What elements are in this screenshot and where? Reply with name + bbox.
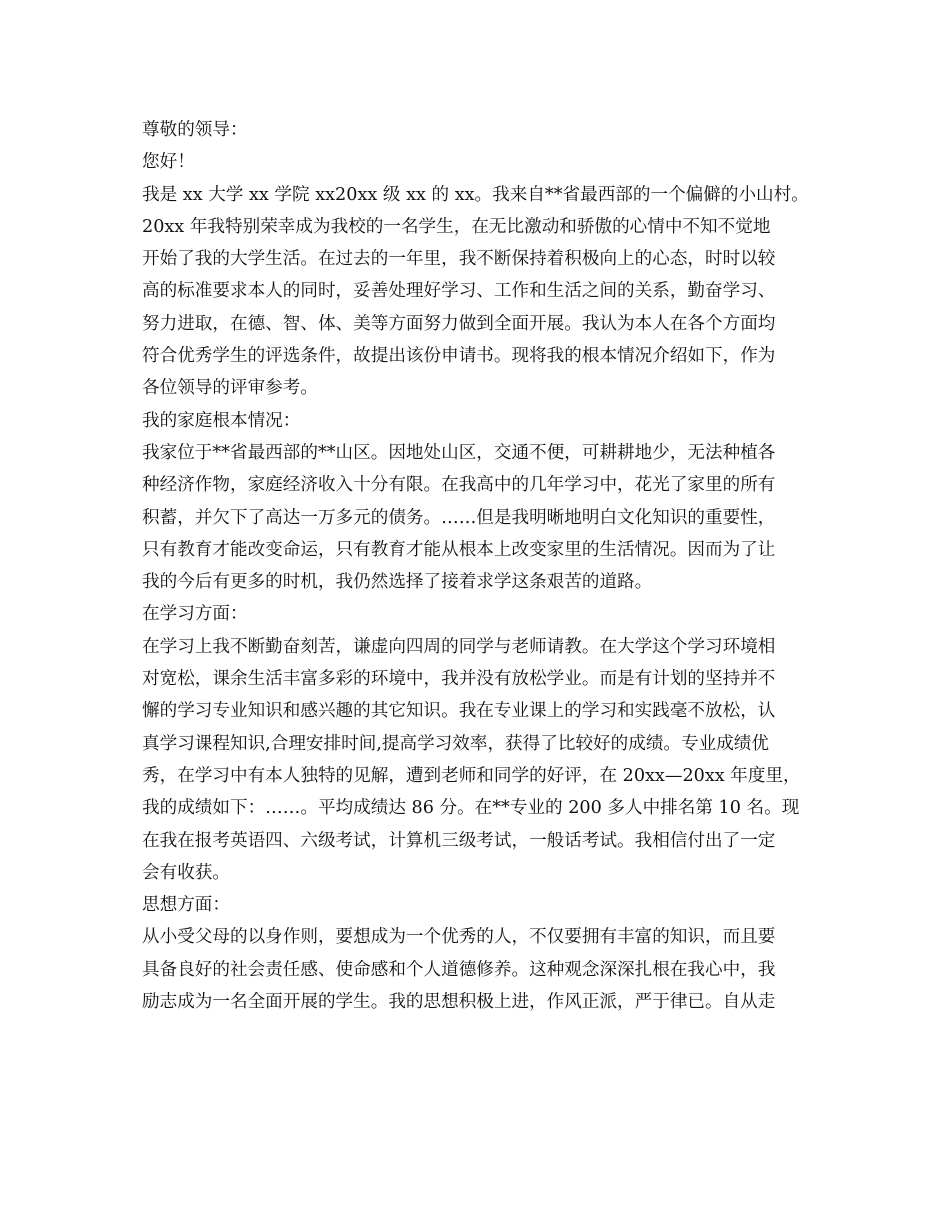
salutation: 尊敬的领导： xyxy=(142,120,248,140)
section-heading-family: 我的家庭根本情况： xyxy=(142,410,301,431)
text-line: 我的成绩如下：……。平均成绩达 86 分。在**专业的 200 多人中排名第 10 名。现 xyxy=(142,798,800,819)
text-line: 我的今后有更多的时机，我仍然选择了接着求学这条艰苦的道路。 xyxy=(142,572,653,593)
text-line: 种经济作物，家庭经济收入十分有限。在我高中的几年学习中，花光了家里的所有 xyxy=(142,475,776,496)
text-line: 20xx 年我特别荣幸成为我校的一名学生，在无比激动和骄傲的心情中不知不觉地 xyxy=(142,216,771,237)
text-line: 高的标准要求本人的同时，妥善处理好学习、工作和生活之间的关系，勤奋学习、 xyxy=(142,281,776,302)
document-body xyxy=(142,114,832,1018)
text-line: 我是 xx 大学 xx 学院 xx20xx 级 xx 的 xx。我来自**省最西部的一个偏僻的小山村。 xyxy=(142,184,809,205)
text-line: 在学习上我不断勤奋刻苦，谦虚向四周的同学与老师请教。在大学这个学习环境相 xyxy=(142,636,776,657)
text-line: 开始了我的大学生活。在过去的一年里，我不断保持着积极向上的心态，时时以较 xyxy=(142,249,776,270)
section-heading-thought: 思想方面： xyxy=(142,895,230,916)
text-line: 积蓄，并欠下了高达一万多元的债务。……但是我明晰地明白文化知识的重要性， xyxy=(142,507,776,528)
text-line: 懈的学习专业知识和感兴趣的其它知识。我在专业课上的学习和实践毫不放松，认 xyxy=(142,701,776,722)
text-line: 励志成为一名全面开展的学生。我的思想积极上进，作风正派，严于律已。自从走 xyxy=(142,992,776,1013)
text-line: 努力进取，在德、智、体、美等方面努力做到全面开展。我认为本人在各个方面均 xyxy=(142,313,776,334)
text-line: 只有教育才能改变命运，只有教育才能从根本上改变家里的生活情况。因而为了让 xyxy=(142,539,776,560)
text-line: 在我在报考英语四、六级考试，计算机三级考试，一般话考试。我相信付出了一定 xyxy=(142,830,776,851)
text-line: 符合优秀学生的评选条件，故提出该份申请书。现将我的根本情况介绍如下，作为 xyxy=(142,346,776,367)
text-line: 真学习课程知识,合理安排时间,提高学习效率，获得了比较好的成绩。专业成绩优 xyxy=(142,733,769,754)
text-line: 对宽松，课余生活丰富多彩的环境中，我并没有放松学业。而是有计划的坚持并不 xyxy=(142,669,776,690)
text-line: 从小受父母的以身作则，要想成为一个优秀的人，不仅要拥有丰富的知识，而且要 xyxy=(142,927,776,948)
greeting: 您好！ xyxy=(142,152,195,173)
text-line: 各位领导的评审参考。 xyxy=(142,378,318,399)
text-line: 我家位于**省最西部的**山区。因地处山区，交通不便，可耕耕地少，无法种植各 xyxy=(142,442,776,463)
section-heading-study: 在学习方面： xyxy=(142,604,248,625)
text-line: 会有收获。 xyxy=(142,862,230,883)
text-line: 具备良好的社会责任感、使命感和个人道德修养。这种观念深深扎根在我心中，我 xyxy=(142,959,776,980)
text-line: 秀，在学习中有本人独特的见解，遭到老师和同学的好评，在 20xx—20xx 年度里， xyxy=(142,765,801,786)
